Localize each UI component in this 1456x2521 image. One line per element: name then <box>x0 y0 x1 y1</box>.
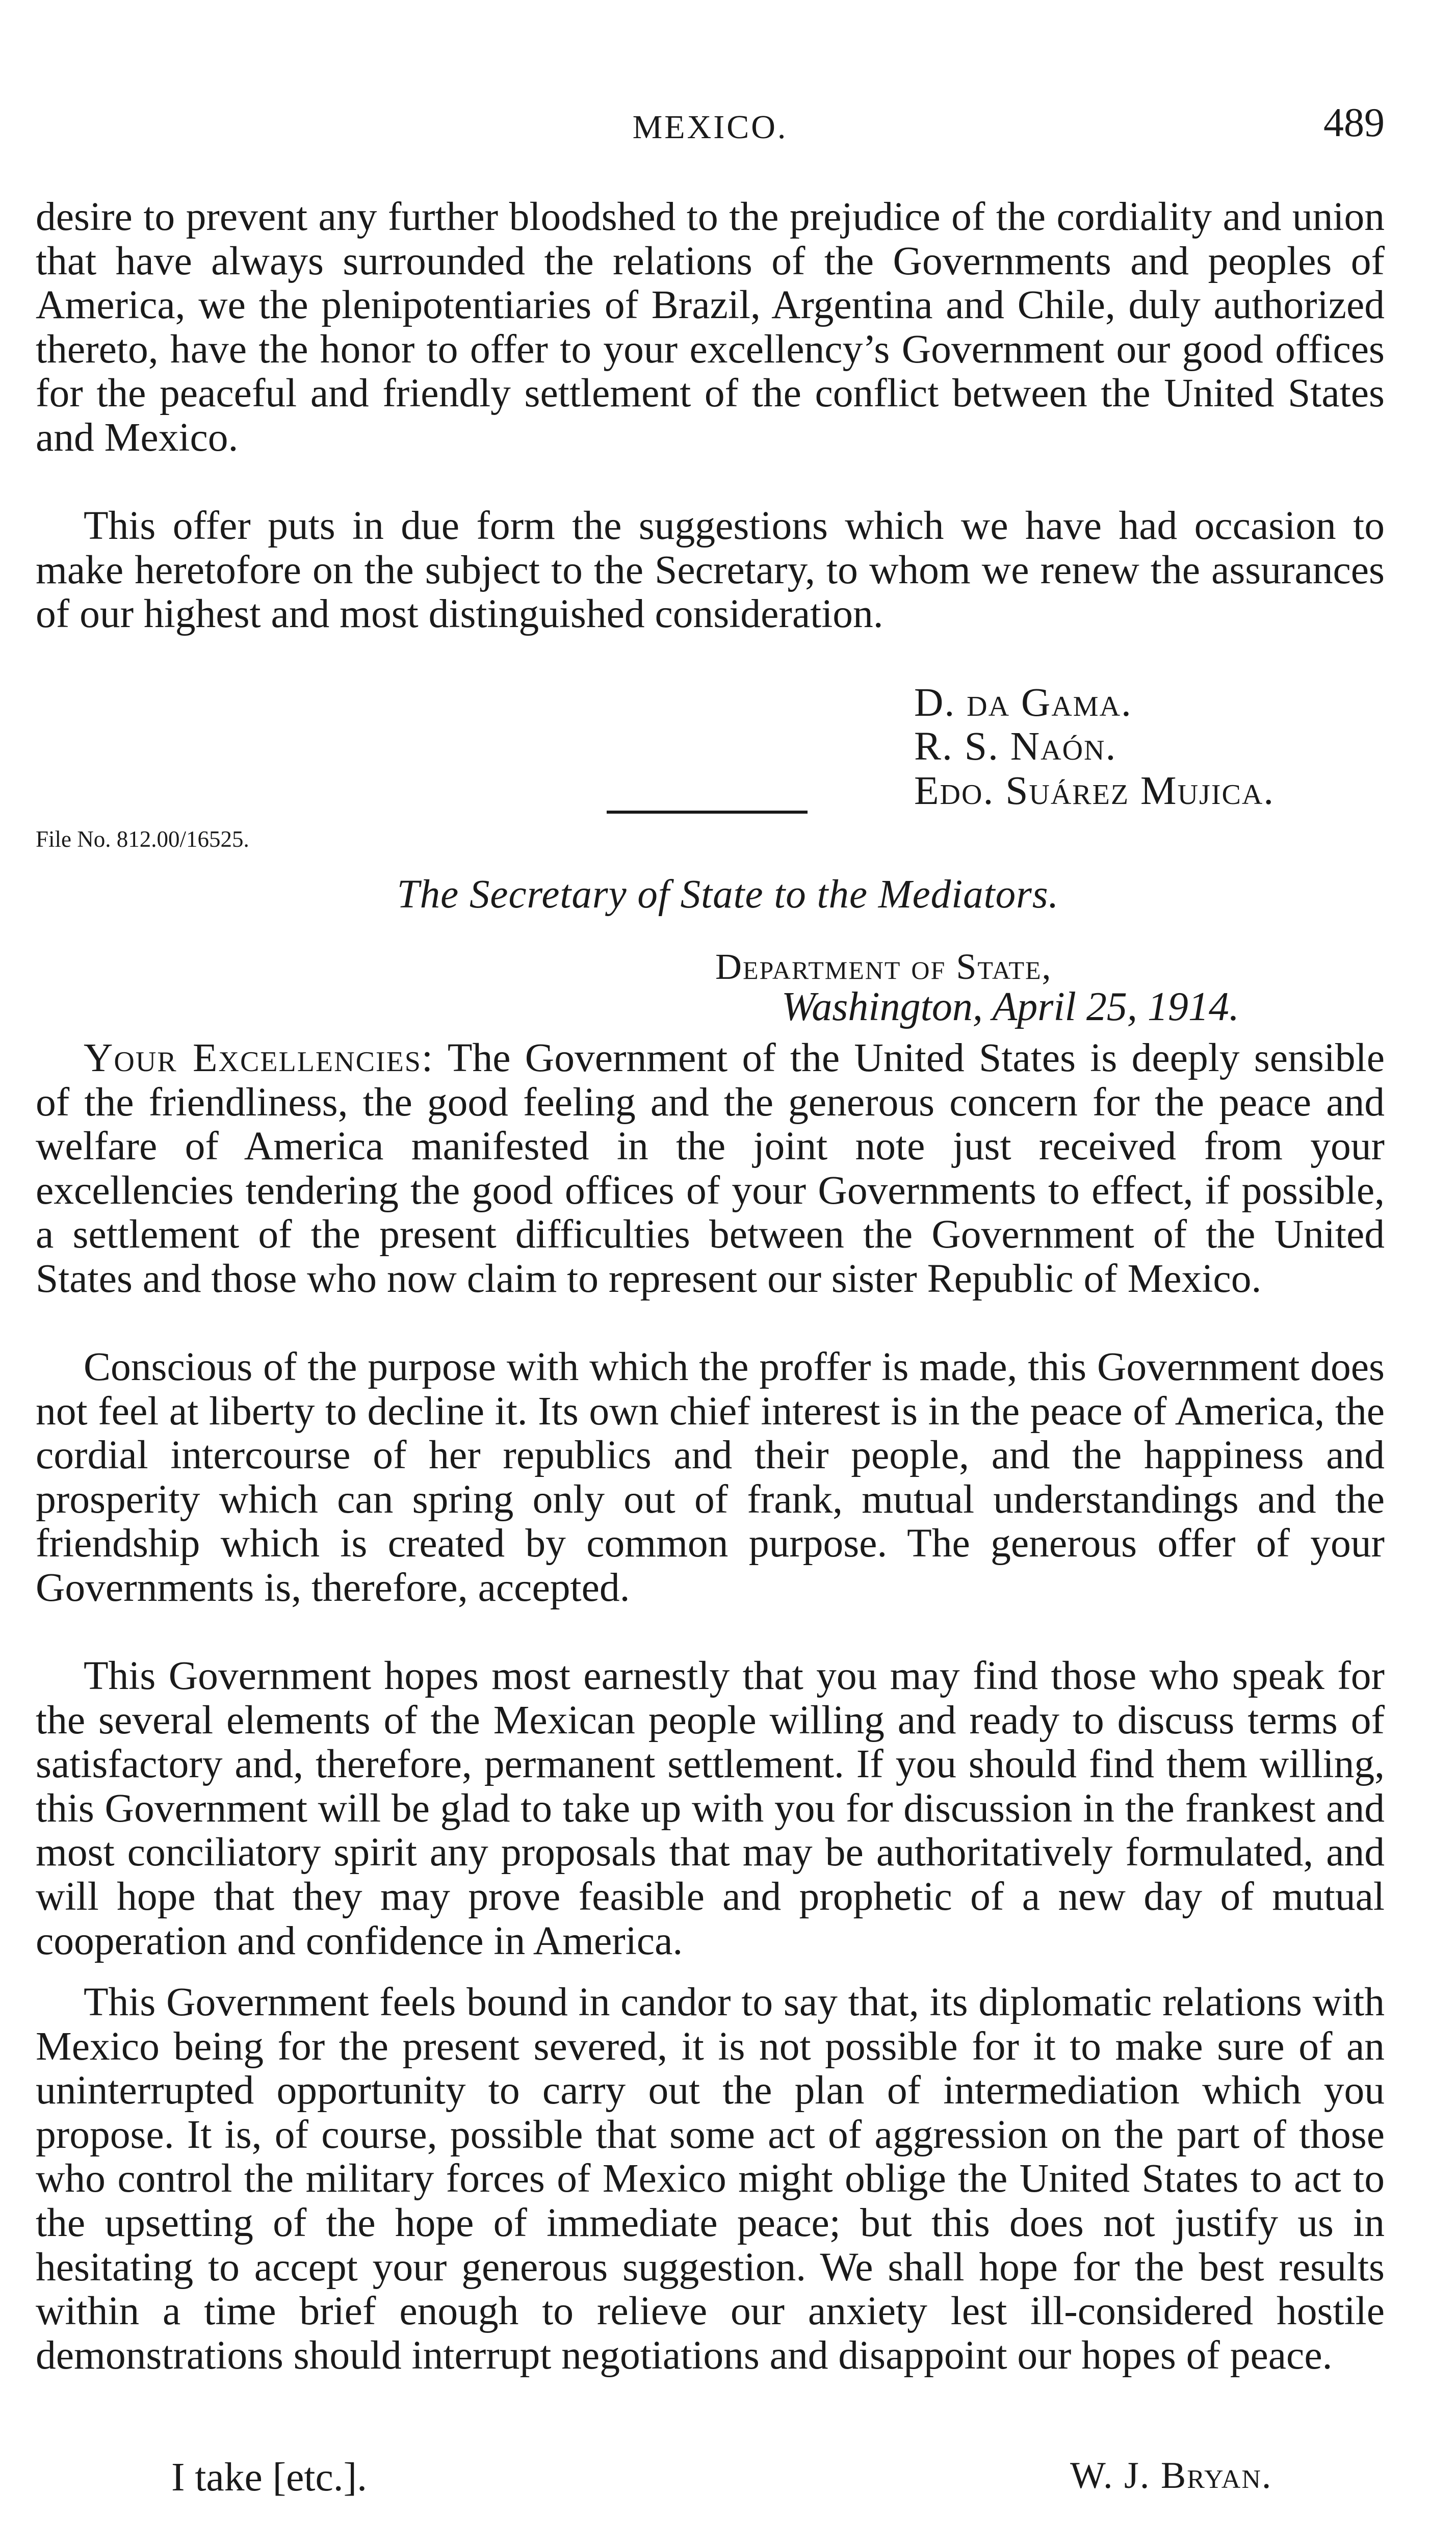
body-paragraph-3: This Government hopes most earnestly that you may find those who speak for the several elements of the Mexican people willing and ready to discuss terms of satisfactory and, therefore, permanent settlement. If you should find them willing, this Government will be glad to take up with you for discussion in the frankest and most conciliatory spirit any proposals that may be authoritatively formulated, and will hope that they may prove feasible and prophetic of a new day of mutual cooperation and confidence in America. <box>36 1653 1385 1963</box>
signatory-naon: R. S. Naón. <box>914 724 1117 769</box>
dateline: Washington, April 25, 1914. <box>782 984 1239 1029</box>
signature: W. J. Bryan. <box>1070 2455 1272 2497</box>
file-number: File No. 812.00/16525. <box>36 826 249 852</box>
signatory-suarez-mujica: Edo. Suárez Mujica. <box>914 768 1275 813</box>
body-paragraph-4: This Government feels bound in candor to say that, its diplomatic relations with Mexico being for the present severed, it is not possible for it to make sure of an uninterrupted opportunity to carry out the plan of intermediation which you propose. It is, of course, possible that some act of aggression on the part of those who control the military forces of Mexico might oblige the United States to act to the upsetting of the hope of immediate peace; but this does not justify us in hesitating to accept your generous suggestion. We shall hope for the best results within a time brief enough to relieve our anxiety lest ill-considered hostile demonstrations should interrupt negotiations and disappoint our hopes of peace. <box>36 1980 1385 2378</box>
running-title: MEXICO. <box>632 109 788 146</box>
signatory-da-gama: D. da Gama. <box>914 680 1132 725</box>
page-header <box>36 100 1385 156</box>
section-divider <box>607 811 808 814</box>
closing-phrase: I take [etc.]. <box>171 2455 367 2500</box>
document-title: The Secretary of State to the Mediators. <box>397 872 1059 917</box>
letter-continuation-paragraph: desire to prevent any further bloodshed to the prejudice of the cordiality and union that have always surrounded the relations of the Governments and peoples of America, we the plenipotentiaries of Brazil, Argentina and Chile, duly authorized thereto, have the honor to offer to your excellency’s Government our good offices for the peaceful and friendly settlement of the conflict between the United States and Mexico. <box>36 194 1385 460</box>
body-paragraph-1: Your Excellencies: The Government of the United States is deeply sensible of the friendliness, the good feeling and the generous concern for the peace and welfare of America manifested in the joint note just received from your excellencies tendering the good offices of your Governments to effect, if possible, a settlement of the present difficulties between the Government of the United States and those who now claim to represent our sister Republic of Mexico. <box>36 1035 1385 1301</box>
page-number: 489 <box>1323 100 1385 145</box>
department-line: Department of State, <box>715 946 1052 987</box>
letter-closing-paragraph: This offer puts in due form the suggestions which we have had occasion to make heretofore on the subject to the Secretary, to whom we renew the assurances of our highest and most distinguished consideration. <box>36 503 1385 637</box>
salutation: Your Excellencies: <box>84 1035 434 1080</box>
body-paragraph-2: Conscious of the purpose with which the proffer is made, this Government does not feel at liberty to decline it. Its own chief interest is in the peace of America, the cordial intercourse of her republics and their people, and the happiness and prosperity which can spring only out of frank, mutual understandings and the friendship which is created by common purpose. The generous offer of your Governments is, therefore, accepted. <box>36 1344 1385 1610</box>
